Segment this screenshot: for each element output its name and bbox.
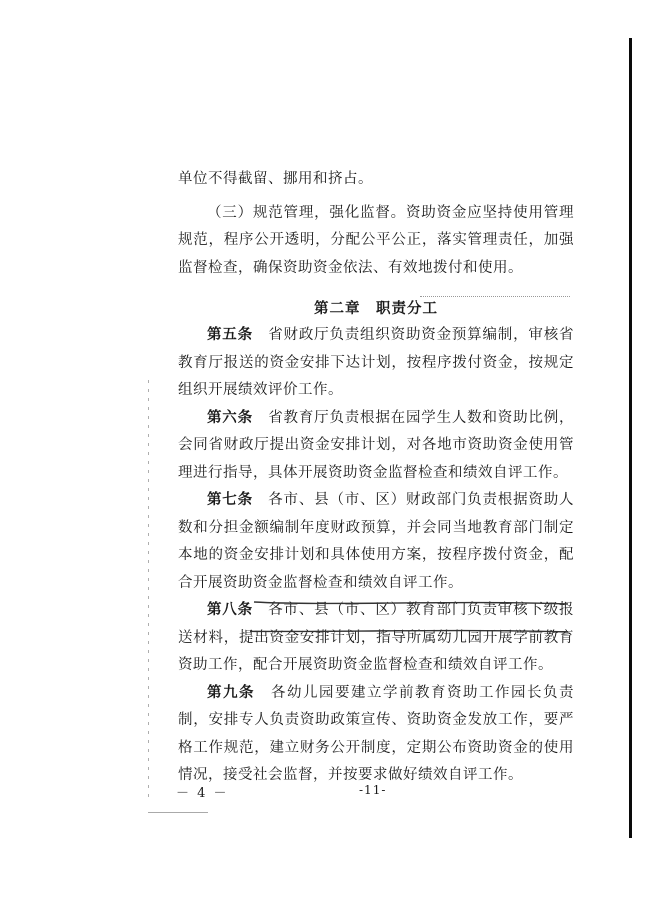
article-text: 省教育厅负责根据在园学生人数和资助比例，会同省财政厅提出资金安排计划，对各地市资助资金使用管理进行指导，具体开展资助资金监督检查和绩效自评工作。: [178, 409, 575, 481]
page-number-left: － 4 －: [176, 786, 229, 801]
handwritten-underline: [250, 598, 570, 638]
footer-rule: [148, 812, 208, 813]
article-text: 各幼儿园要建立学前教育资助工作园长负责制，安排专人负责资助政策宣传、资助资金发放工作，要严格工作规范，建立财务公开制度，定期公布资助资金的使用情况，接受社会监督，并按要求做好绩效自评工作。: [178, 684, 574, 783]
chapter-title: 第二章 职责分工: [314, 301, 438, 317]
article-label: 第六条: [207, 409, 253, 426]
article-label: 第九条: [207, 684, 255, 701]
article-6: [178, 405, 574, 488]
article-5: [178, 322, 574, 405]
paragraph-3: （三）规范管理，强化监督。资助资金应坚持使用管理规范，程序公开透明，分配公平公正，落实管理责任，加强监督检查，确保资助资金依法、有效地拨付和使用。: [178, 204, 574, 276]
article-text: 各市、县（市、区）财政部门负责根据资助人数和分担金额编制年度财政预算，并会同当地教育部门制定本地的资金安排计划和具体使用方案，按程序拨付资金，配合开展资助资金监督检查和绩效自评工作。: [178, 492, 575, 591]
scan-border-left: [148, 380, 149, 800]
article-text: 各市、县（市、区）教育部门负责审核下级报送材料，提出资金安排计划，指导所属幼儿园开展学前教育资助工作，配合开展资助资金监督检查和绩效自评工作。: [178, 602, 575, 673]
intro-line: 单位不得截留、挪用和挤占。: [178, 171, 373, 187]
article-9: [178, 680, 574, 790]
articles-block: [178, 322, 574, 790]
scan-border-right: [629, 38, 632, 838]
intro-block: [178, 166, 574, 282]
article-7: [178, 487, 574, 597]
article-label: 第八条: [207, 602, 253, 618]
article-label: 第五条: [207, 327, 253, 343]
article-label: 第七条: [207, 492, 253, 508]
article-text: 省财政厅负责组织资助资金预算编制，审核省教育厅报送的资金安排下达计划，按程序拨付资金，按规定组织开展绩效评价工作。: [178, 327, 575, 398]
page-number-right: -11-: [359, 783, 387, 797]
